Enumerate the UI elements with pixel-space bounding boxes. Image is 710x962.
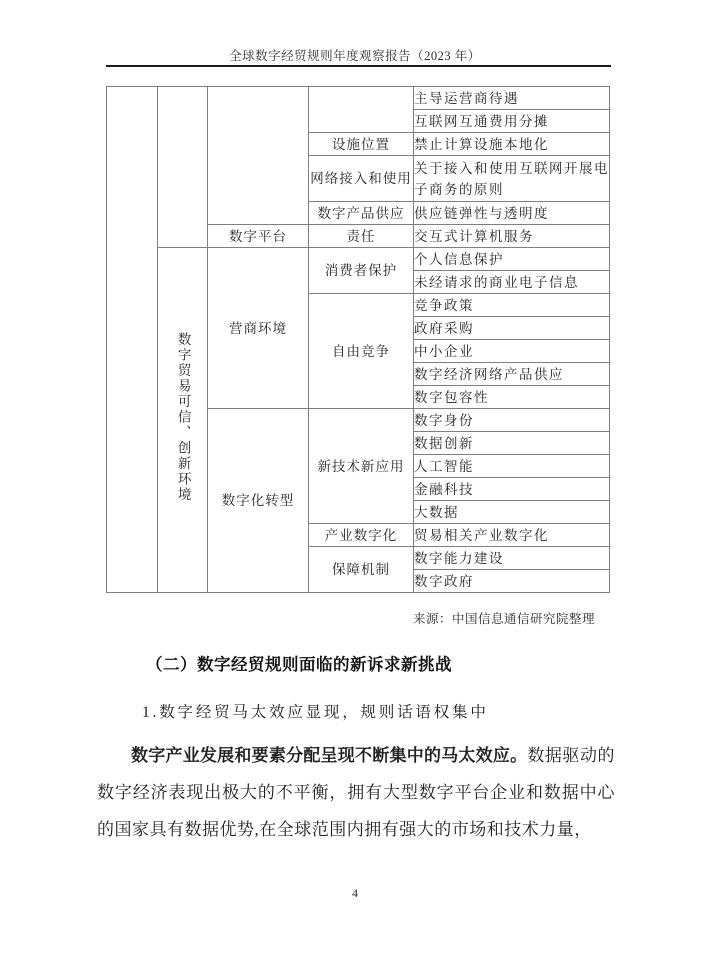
item-cell: 数字政府: [414, 570, 610, 593]
topic-cell: 数字产品供应: [309, 202, 414, 225]
rules-table: [106, 86, 610, 593]
item-cell: 关于接入和使用互联网开展电子商务的原则: [414, 156, 610, 202]
topic-cell: 设施位置: [309, 133, 414, 156]
item-cell: 中小企业: [414, 340, 610, 363]
group-vertical-label: 数字贸易可信、创新环境: [175, 331, 191, 503]
section-heading: （二）数字经贸规则面临的新诉求新挑战: [146, 655, 452, 674]
topic-cell: 保障机制: [309, 547, 414, 593]
table-row: [107, 87, 610, 110]
item-cell: 竞争政策: [414, 294, 610, 317]
item-cell: 数字能力建设: [414, 547, 610, 570]
empty-cell: [158, 87, 208, 248]
category-cell: 营商环境: [208, 248, 309, 409]
category-cell: 数字平台: [208, 225, 309, 248]
table-row: [107, 248, 610, 271]
item-cell: 数字经济网络产品供应: [414, 363, 610, 386]
page-number: 4: [352, 886, 358, 900]
topic-cell: 自由竞争: [309, 294, 414, 409]
item-cell: 主导运营商待遇: [414, 87, 610, 110]
item-cell: 贸易相关产业数字化: [414, 524, 610, 547]
item-cell: 交互式计算机服务: [414, 225, 610, 248]
topic-cell: 网络接入和使用: [309, 156, 414, 202]
topic-cell: 责任: [309, 225, 414, 248]
item-cell: 数字身份: [414, 409, 610, 432]
body-paragraph: [97, 737, 615, 848]
item-cell: 禁止计算设施本地化: [414, 133, 610, 156]
running-header-title: 全球数字经贸规则年度观察报告（2023 年）: [229, 49, 481, 63]
subsection-heading: 1.数字经贸马太效应显现，规则话语权集中: [142, 704, 489, 721]
empty-cell: [309, 87, 414, 133]
item-cell: 供应链弹性与透明度: [414, 202, 610, 225]
item-cell: 金融科技: [414, 478, 610, 501]
topic-cell: 新技术新应用: [309, 409, 414, 524]
source-note: 来源：中国信息通信研究院整理: [412, 612, 595, 626]
topic-cell: 消费者保护: [309, 248, 414, 294]
paragraph-text: 数据驱动的数字经济表现出极大的不平衡，拥有大型数字平台企业和数据中心的国家具有数据优势,在全球范围内拥有强大的市场和技术力量，: [97, 746, 615, 839]
header-rule: [106, 65, 611, 67]
item-cell: 互联网互通费用分摊: [414, 110, 610, 133]
paragraph-emphasis: 数字产业发展和要素分配呈现不断集中的马太效应。: [131, 746, 528, 765]
category-cell: 数字化转型: [208, 409, 309, 593]
topic-cell: 产业数字化: [309, 524, 414, 547]
item-cell: 人工智能: [414, 455, 610, 478]
item-cell: 数字包容性: [414, 386, 610, 409]
empty-cell: [208, 87, 309, 225]
item-cell: 未经请求的商业电子信息: [414, 271, 610, 294]
item-cell: 政府采购: [414, 317, 610, 340]
group-cell: [158, 248, 208, 593]
item-cell: 个人信息保护: [414, 248, 610, 271]
item-cell: 数据创新: [414, 432, 610, 455]
empty-cell: [107, 87, 158, 593]
item-cell: 大数据: [414, 501, 610, 524]
